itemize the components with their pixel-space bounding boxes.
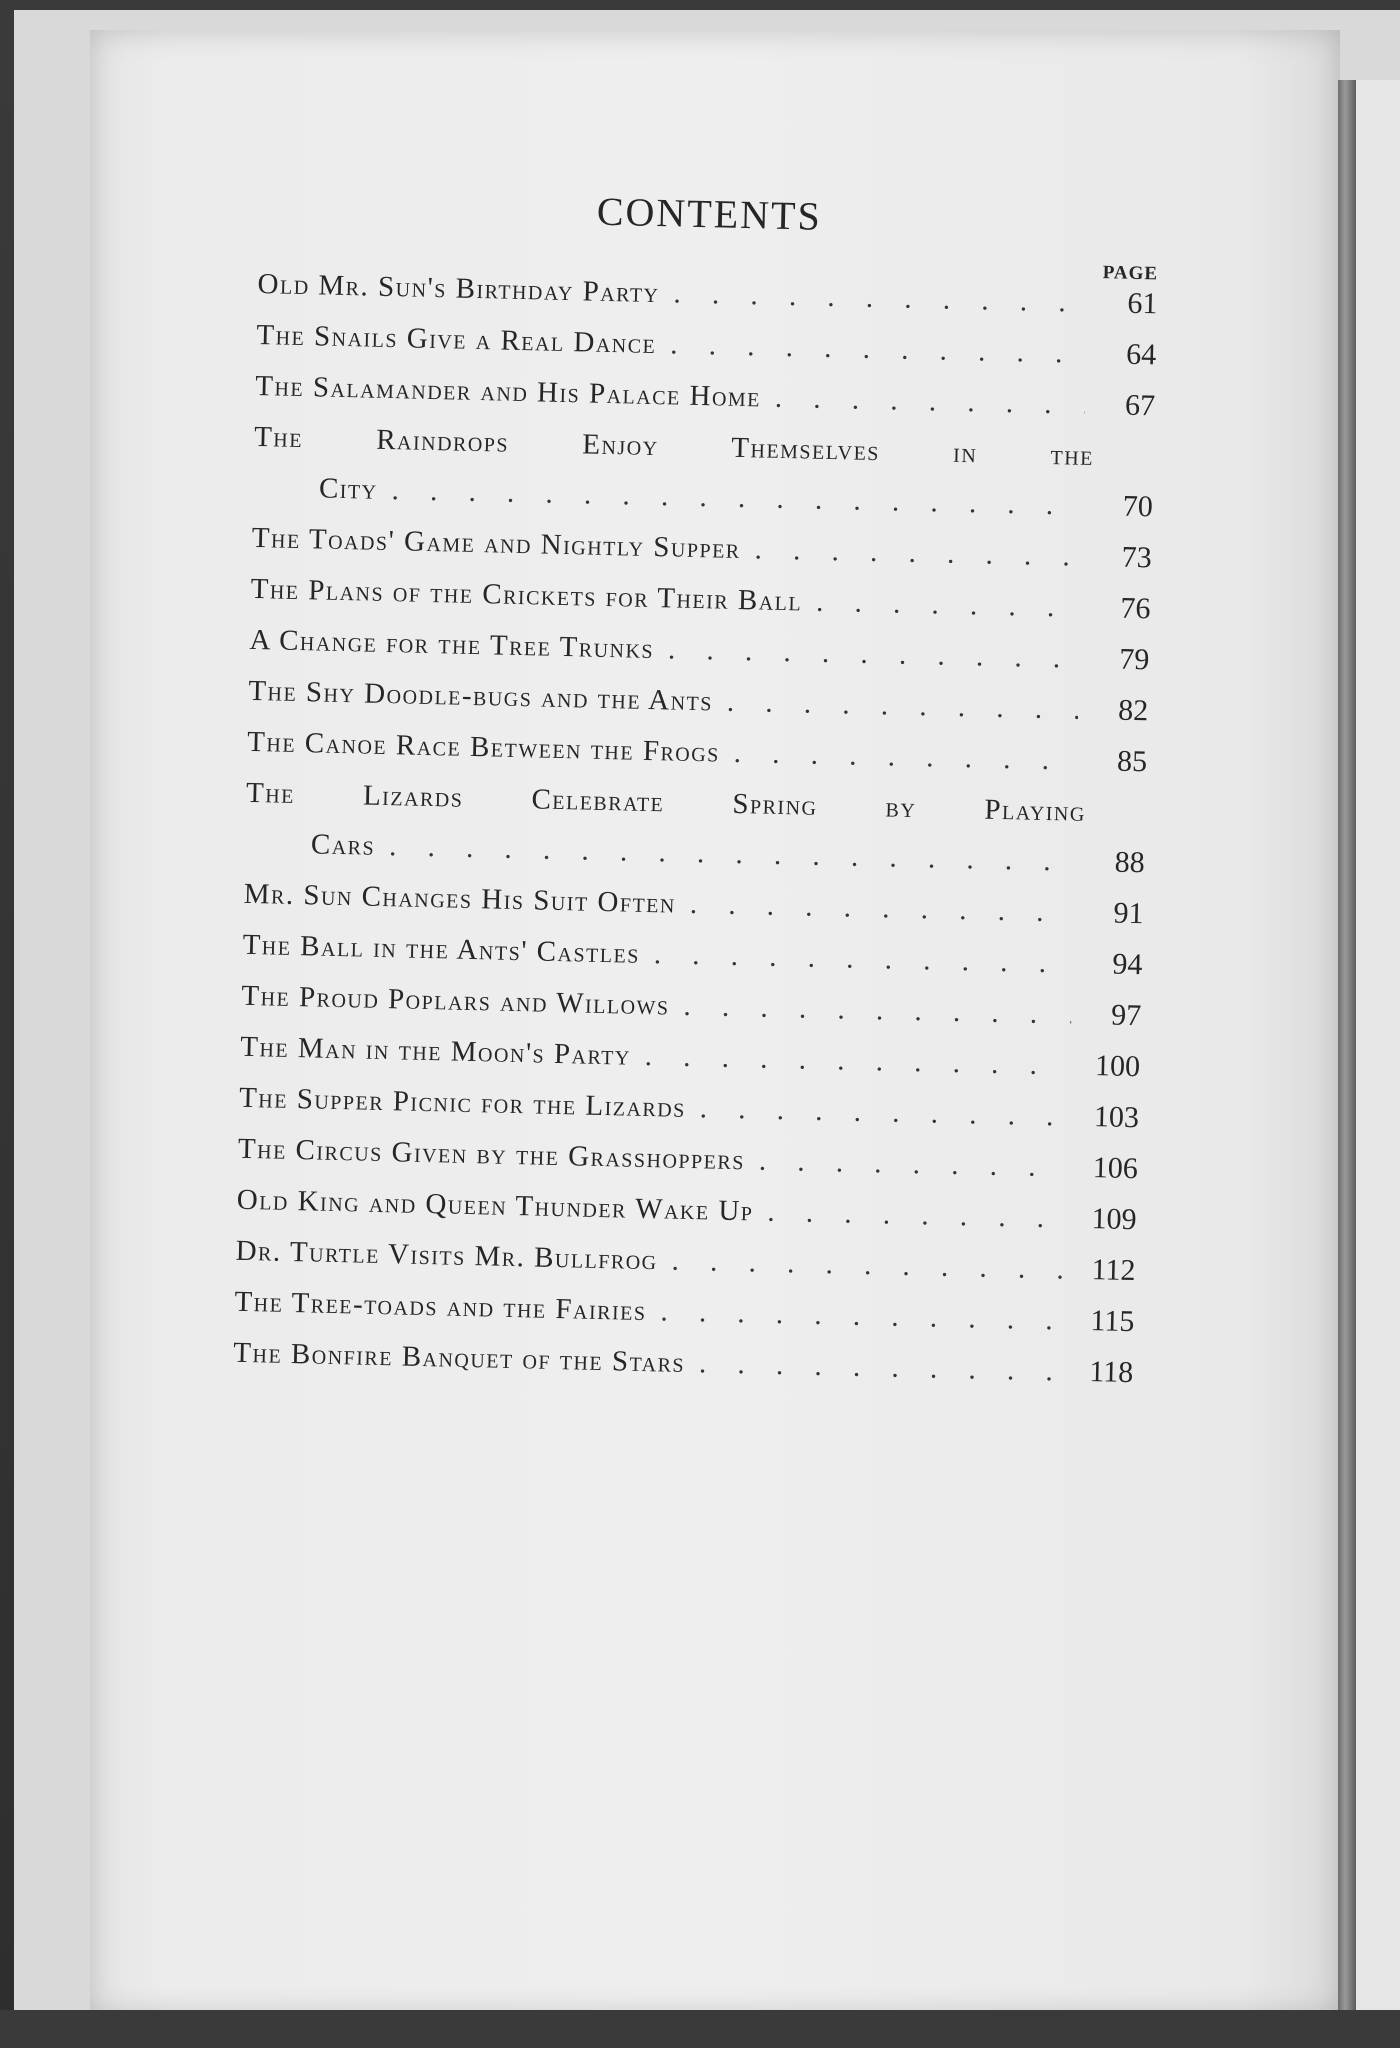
dot-leader (689, 879, 1074, 938)
book-spine-gutter (1338, 80, 1356, 2040)
page-column-label: PAGE (1102, 262, 1159, 285)
entry-page-number: 118 (1088, 1355, 1134, 1390)
facing-page-edge (1356, 80, 1400, 2040)
dot-leader (774, 373, 1085, 430)
toc-entry (252, 412, 1154, 532)
entry-page-number: 103 (1093, 1100, 1140, 1135)
dot-leader (668, 624, 1080, 683)
dot-leader (733, 728, 1077, 786)
entry-page-number: 112 (1091, 1253, 1136, 1288)
entry-title: The Supper Picnic for the Lizards (238, 1081, 687, 1124)
dot-leader (653, 929, 1073, 988)
dot-leader (699, 1338, 1064, 1396)
dot-leader (726, 677, 1078, 735)
entry-page-number: 109 (1091, 1202, 1138, 1237)
entry-title: Mr. Sun Changes His Suit Often (243, 877, 677, 920)
entry-page-number: 85 (1116, 744, 1148, 779)
dot-leader (754, 524, 1082, 581)
entry-page-number: 115 (1090, 1304, 1135, 1339)
dot-leader (644, 1031, 1070, 1091)
bottom-shadow (0, 2010, 1400, 2048)
entry-title: The Ball in the Ants' Castles (242, 928, 641, 970)
entry-title: The Canoe Race Between the Frogs (246, 725, 721, 769)
entry-page-number: 91 (1113, 896, 1144, 931)
entry-title: The Snails Give a Real Dance (256, 318, 657, 361)
entry-page-number: 97 (1110, 998, 1142, 1033)
entry-title: The Man in the Moon's Party (239, 1030, 632, 1072)
entry-title: The Plans of the Crickets for Their Ball (250, 572, 803, 618)
entry-page-number: 64 (1125, 337, 1157, 372)
dot-leader (683, 981, 1072, 1040)
entry-page-number: 76 (1120, 591, 1151, 626)
entry-page-number: 61 (1127, 286, 1158, 321)
entry-title: A Change for the Tree Trunks (249, 623, 655, 666)
entry-title-line-1: The Raindrops Enjoy Themselves in the (253, 420, 1095, 472)
entry-page-number: 88 (1114, 845, 1146, 880)
toc-entry (244, 768, 1146, 888)
dot-leader (671, 1236, 1066, 1295)
entry-page-number: 94 (1112, 947, 1143, 982)
table-of-contents (233, 180, 1160, 1399)
dot-leader (660, 1286, 1065, 1345)
entry-page-number: 79 (1118, 642, 1150, 677)
dot-leader (670, 319, 1087, 378)
entry-title-line-2: City (318, 472, 379, 506)
dot-leader (767, 1187, 1067, 1244)
entry-page-number: 73 (1121, 540, 1153, 575)
entry-title: Old Mr. Sun's Birthday Party (257, 267, 660, 310)
dot-leader (816, 577, 1081, 633)
entry-page-number: 82 (1117, 693, 1149, 728)
dot-leader (673, 268, 1088, 327)
entry-page-number: 100 (1094, 1049, 1141, 1084)
entry-page-number: 67 (1124, 388, 1156, 423)
dot-leader (699, 1083, 1069, 1141)
contents-list (233, 259, 1158, 1398)
entry-title: The Proud Poplars and Willows (241, 979, 670, 1022)
entry-title: The Tree-toads and the Fairies (234, 1285, 647, 1328)
entry-title: The Salamander and His Palace Home (254, 369, 762, 414)
dot-leader (758, 1136, 1068, 1193)
entry-title: The Circus Given by the Grasshoppers (237, 1132, 746, 1177)
entry-title: Old King and Queen Thunder Wake Up (236, 1183, 754, 1228)
entry-title: The Bonfire Banquet of the Stars (233, 1336, 686, 1379)
entry-page-number: 70 (1122, 489, 1154, 524)
entry-title: Dr. Turtle Visits Mr. Bullfrog (235, 1234, 659, 1277)
entry-title-line-2: Cars (310, 828, 376, 862)
entry-title: The Toads' Game and Nightly Supper (251, 521, 742, 565)
entry-title-line-1: The Lizards Celebrate Spring by Playing (245, 776, 1087, 828)
contents-heading: CONTENTS (596, 188, 823, 239)
entry-title: The Shy Doodle-bugs and the Ants (248, 674, 714, 718)
entry-page-number: 106 (1092, 1151, 1139, 1186)
